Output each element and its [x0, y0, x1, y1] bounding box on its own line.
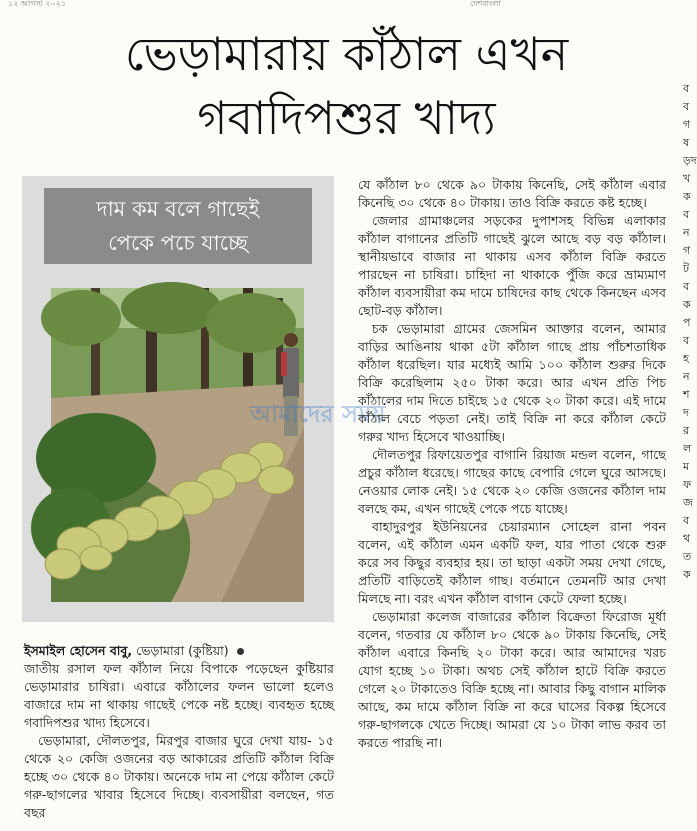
- watermark-text: আমাদের সময়: [250, 400, 386, 428]
- left-column: [24, 660, 334, 822]
- right-column: [358, 176, 666, 752]
- jackfruit-photo-illustration: [51, 288, 304, 602]
- right-paragraph-3: চক ভেড়ামারা গ্রামের জেসমিন আক্তার বলেন, আমার বাড়ির আঙিনায় থাকা ৫টা কাঁঠাল গাছে প্রায় পাঁচশতাধিক কাঁঠাল ধরেছিল। যার মধ্যেই আমি ১০০ কাঁঠাল শুরুর দিকে বিক্রি করেছিলাম ২৫০ টাকা করে। আর এখন প্রতি পিচ কাঁঠালের দাম দিতে চাইছে ১৫ থেকে ২০ টাকা করে। এই দামে কাঁঠাল বেচে পড়তা নেই। তাই বিক্রি না করে কাঁঠাল কেটে গরুর খাদ্য হিসেবে খাওয়াচ্ছি।: [358, 321, 666, 444]
- byline-place: ভেড়ামারা (কুষ্টিয়া): [136, 643, 229, 658]
- subheadline-line-1: দাম কম বলে গাছেই: [96, 197, 260, 221]
- headline-line-2: গবাদিপশুর খাদ্য: [197, 91, 496, 145]
- jackfruit-photo: [51, 288, 304, 602]
- headline-line-1: ভেড়ামারায় কাঁঠাল এখন: [124, 27, 569, 81]
- left-paragraph-2: ভেড়ামারা, দৌলতপুর, মিরপুর বাজার ঘুরে দেখা যায়- ১৫ থেকে ২০ কেজি ওজনের বড় আকারের প্রতিটি কাঁঠাল বিক্রি হচ্ছে ৩০ থেকে ৪০ টাকায়। অনেকে দাম না পেয়ে কাঁঠাল কেটে গরু-ছাগলের খাবার হিসেবে দিচ্ছে। ব্যবসায়ীরা বলছেন, গত বছর: [24, 733, 334, 820]
- bullet-icon: [237, 648, 244, 655]
- masthead-left: ১২ আগস্ট ২০২১: [8, 0, 67, 8]
- byline-name: ইসমাইল হোসেন বাবু,: [24, 643, 133, 658]
- right-paragraph-1: যে কাঁঠাল ৮০ থেকে ৯০ টাকায় কিনেছি, সেই কাঁঠাল এবার কিনেছি ৩০ থেকে ৪০ টাকায়। তাও বিক্রি করতে কষ্ট হচ্ছে।: [358, 177, 666, 210]
- left-paragraph-1: জাতীয় রসাল ফল কাঁঠাল নিয়ে বিপাকে পড়েছেন কুষ্টিয়ার ভেড়ামারার চাষিরা। এবারে কাঁঠালের ফলন ভালো হলেও বাজারে দাম না থাকায় গাছেই পেকে নষ্ট হচ্ছে। ব্যবহৃত হচ্ছে গবাদিপশুর খাদ্য হিসেবে।: [24, 661, 334, 730]
- right-paragraph-5: বাহাদুরপুর ইউনিয়নের চেয়ারম্যান সোহেল রানা পবন বলেন, এই কাঁঠাল এমন একটি ফল, যার পাতা থেকে শুরু করে সব কিছুর ব্যবহার হয়। তা ছাড়া একটা সময় দেখা গেছে, প্রতিটি বাড়িতেই কাঁঠাল গাছ। বর্তমানে তেমনটি আর দেখা মিলছে না। বরং এখন কাঁঠাল বাগান কেটে ফেলা হচ্ছে।: [358, 519, 666, 606]
- headline: [0, 22, 693, 150]
- adjacent-column-edge: ববগষড়দখকবনগটবকপবহনশদরলমফজবথতক: [683, 82, 697, 581]
- subheadline-line-2: পেকে পচে যাচ্ছে: [108, 231, 248, 255]
- masthead-right: দেশবাংলা: [470, 0, 501, 8]
- byline: [24, 642, 244, 660]
- right-paragraph-6: ভেড়ামারা কলেজ বাজারের কাঁঠাল বিক্রেতা ফিরোজ মূর্ধা বলেন, গতবার যে কাঁঠাল ৮০ থেকে ৯০ টাকায় কিনেছি, সেই কাঁঠাল এবারে কিনছি ২০ টাকা করে। আর আমাদের খরচ যোগ হচ্ছে ১০ টাকা। অথচ সেই কাঁঠাল হাটে বিক্রি করতে গেলে ২০ টাকাতেও বিক্রি হচ্ছে না। আবার কিছু বাগান মালিক আছে, কম দামে কাঁঠাল বিক্রি না করে ঘাসের বিকল্প হিসেবে গরু-ছাগলকে খেতে দিচ্ছে। আমরা যে ১০ টাকা লাভ করব তা করতে পারছি না।: [358, 609, 666, 750]
- right-paragraph-2: জেলার গ্রামাঞ্চলের সড়কের দুপাশসহ বিভিন্ন এলাকার কাঁঠাল বাগানের প্রতিটি গাছেই ঝুলে আছে বড় বড় কাঁঠাল। স্থানীয়ভাবে বাজার না থাকায় এসব কাঁঠাল বিক্রি করতে পারছেন না চাষিরা। চাহিদা না থাকাকে পুঁজি করে ভ্রাম্যমাণ কাঁঠাল ব্যবসায়ীরা কম দামে চাষিদের কাছ থেকে কিনছেন এসব ছোট-বড় কাঁঠাল।: [358, 213, 666, 318]
- subheadline-box: [44, 188, 312, 264]
- right-paragraph-4: দৌলতপুর রিফায়েতপুর বাগানি রিয়াজ মন্ডল বলেন, গাছে প্রচুর কাঁঠাল ধরেছে। গাছের কাছে বেপারি গেলে ঘুরে আসছে। নেওয়ার লোক নেই। ১৫ থেকে ২০ কেজি ওজনের কাঁঠাল দাম বলছে কম, এখন গাছেই পেকে পচে যাচ্ছে।: [358, 447, 666, 516]
- masthead-strip: [0, 0, 693, 10]
